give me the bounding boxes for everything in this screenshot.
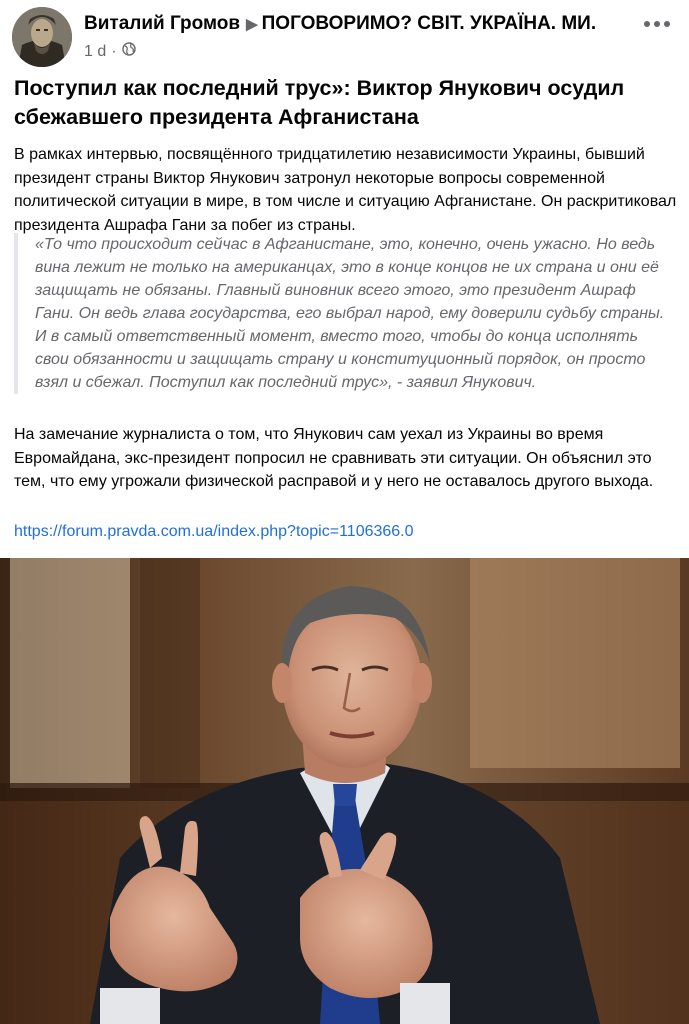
post-header [0, 0, 689, 70]
more-options-icon[interactable] [639, 12, 675, 36]
source-link[interactable]: https://forum.pravda.com.ua/index.php?topic=1106366.0 [14, 523, 414, 540]
post-meta [84, 42, 136, 61]
author-avatar[interactable] [12, 7, 72, 67]
avatar-image [12, 7, 72, 67]
paragraph-intro: В рамках интервью, посвящённого тридцатилетию независимости Украины, бывший президент страны Виктор Янукович затронул некоторые вопросы современной политической ситуации в мире, в том числе и ситуацию Афганистане. Он раскритиковал президента Ашрафа Гани за побег из страны. [14, 146, 677, 234]
photo-image [0, 558, 689, 1024]
post-time[interactable]: 1 d [84, 42, 107, 60]
author-name[interactable]: Виталий Громов [84, 13, 241, 34]
globe-icon[interactable] [122, 42, 136, 61]
blockquote: «То что происходит сейчас в Афганистане, это, конечно, очень ужасно. Но ведь вина лежит не только на американцах, это в конце концов не их страна и они её защищать не обязаны. Главный виновник всего этого, это президент Ашраф Гани. Он ведь глава государства, его выбрал народ, ему доверили судьбу страны. И в самый ответственный момент, вместо того, чтобы до конца исполнять свои обязанности и защищать страну и конституционный порядок, он просто взял и сбежал. Поступил как последний трус», - заявил Янукович. [14, 233, 674, 394]
post-photo[interactable] [0, 558, 689, 1024]
paragraph-followup: На замечание журналиста о том, что Янукович сам уехал из Украины во время Евромайдана, экс-президент попросил не сравнивать эти ситуации. Он объяснил это тем, что ему угрожали физической расправой и у него не оставалось другого выхода. [14, 426, 654, 490]
post-title: Поступил как последний трус»: Виктор Янукович осудил сбежавшего президента Афганистана [14, 76, 625, 129]
author-line [84, 13, 596, 35]
group-arrow-icon: ▶ [246, 16, 258, 33]
meta-separator: · [111, 42, 117, 60]
group-name[interactable]: ПОГОВОРИМО? СВІТ. УКРАЇНА. МИ. [261, 13, 597, 34]
